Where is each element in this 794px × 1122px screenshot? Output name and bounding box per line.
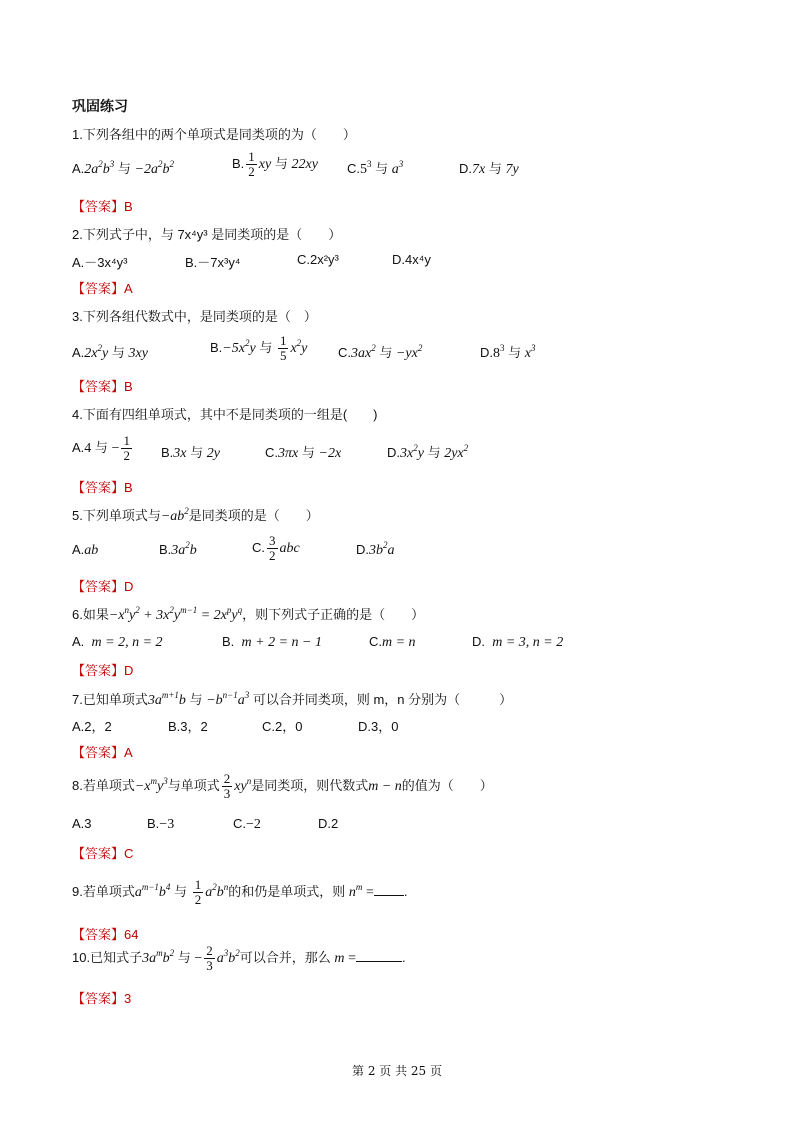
question-7-options [72,716,722,740]
option-c: C.−2 [233,816,261,832]
answer-4: 【答案】B [72,480,133,495]
option-c: C.m = n [369,634,416,650]
option-c: $C.5^3$ 与 $a^3$ [347,159,404,177]
option-b: $B.3a^2b$ [159,540,197,558]
option-b: B.3x 与 2y [161,445,220,461]
option-b: B.−3 [147,816,175,832]
question-8-stem: 8.若单项式$-x^my^3$与单项式 $\frac{2}{3}$ $xy^n$是同类项，则代数式m − n的值为（ ） [72,771,493,801]
question-7-stem: 7.已知单项式$3a^{m+1}b$ 与 $-b^{n-1}a^3$ 可以合并同类项，则 m，n 分别为（ ） [72,690,513,708]
option-a: A.－3x⁴y³ [72,255,128,270]
option-d: D.2 [318,816,339,831]
question-1-stem: 1.下列各组中的两个单项式是同类项的为（ ） [72,127,356,142]
question-3-options [72,333,722,366]
option-a: $A.2x^2y$ 与 3xy [72,343,148,361]
answer-6: 【答案】D [72,663,134,678]
question-9-stem: 9.若单项式$a^{m-1}b^4$ 与 $\frac{1}{2}$ $a^2b^n$的和仍是单项式，则 $n^m$ = . [72,877,408,907]
option-d: $D.3x^2y$ 与 $2yx^2$ [387,443,469,461]
option-b: B. m + 2 = n − 1 [222,634,322,650]
option-d: D.3，0 [358,719,399,734]
question-10-stem: 10.已知式子$3a^mb^2$ 与 − $\frac{2}{3}$ $a^3b^2$可以合并，那么 m = . [72,943,406,973]
question-2-stem: 2.下列式子中，与 7x⁴y³ 是同类项的是（ ） [72,227,342,242]
option-d: $D.8^3$ 与 $x^3$ [480,343,536,361]
question-8-options [72,816,722,840]
option-c: C.2x²y³ [297,252,339,267]
option-a: A.2，2 [72,719,112,734]
option-d: D.7x 与 7y [459,161,519,177]
option-d: $D.3b^2a$ [356,540,395,558]
option-b: B.3，2 [168,719,208,734]
section-heading: 巩固练习 [72,98,128,114]
option-b: $B.-5x^2y$ 与 $\frac{1}{5}$ $x^2y$ [210,333,308,363]
question-5-options [72,533,722,566]
answer-3: 【答案】B [72,379,133,394]
question-5-stem: 5.下列单项式与$-ab^2$是同类项的是（ ） [72,506,319,524]
question-6-stem: 6.如果$-x^ny^2 + 3x^2y^{m-1} = 2x^py^q$，则下列式子正确的是（ ） [72,605,425,623]
question-4-stem: 4.下面有四组单项式，其中不是同类项的一组是( ) [72,407,378,422]
option-a: A.3 [72,816,92,831]
question-3-stem: 3.下列各组代数式中，是同类项的是（ ） [72,309,317,324]
option-b: B.－7x³y⁴ [185,255,241,270]
option-a: A.ab [72,542,99,558]
option-c: $C.3ax^2$ 与 $-yx^2$ [338,343,423,361]
option-c: C.3πx 与 −2x [265,445,342,461]
question-4-options [72,433,722,466]
answer-8: 【答案】C [72,846,134,861]
option-b: B. $\frac{1}{2}$ xy 与 22xy [232,149,318,179]
question-6-options [72,634,722,658]
answer-7: 【答案】A [72,745,133,760]
answer-10: 【答案】3 [72,991,132,1006]
option-d: D. m = 3, n = 2 [472,634,564,650]
answer-5: 【答案】D [72,579,134,594]
answer-9: 【答案】64 [72,927,139,942]
option-a: A. m = 2, n = 2 [72,634,163,650]
page-footer: 第 2 页 共 25 页 [352,1064,442,1078]
option-d: D.4x⁴y [392,252,431,267]
option-c: C. $\frac{3}{2}$ abc [252,533,300,563]
option-c: C.2，0 [262,719,303,734]
question-1-options [72,149,722,182]
option-a: A.4 与 − $\frac{1}{2}$ [72,433,130,463]
answer-1: 【答案】B [72,199,133,214]
option-a: $A.2a^2b^3$ 与 $-2a^2b^2$ [72,159,175,177]
answer-2: 【答案】A [72,281,133,296]
question-2-options [72,252,722,276]
